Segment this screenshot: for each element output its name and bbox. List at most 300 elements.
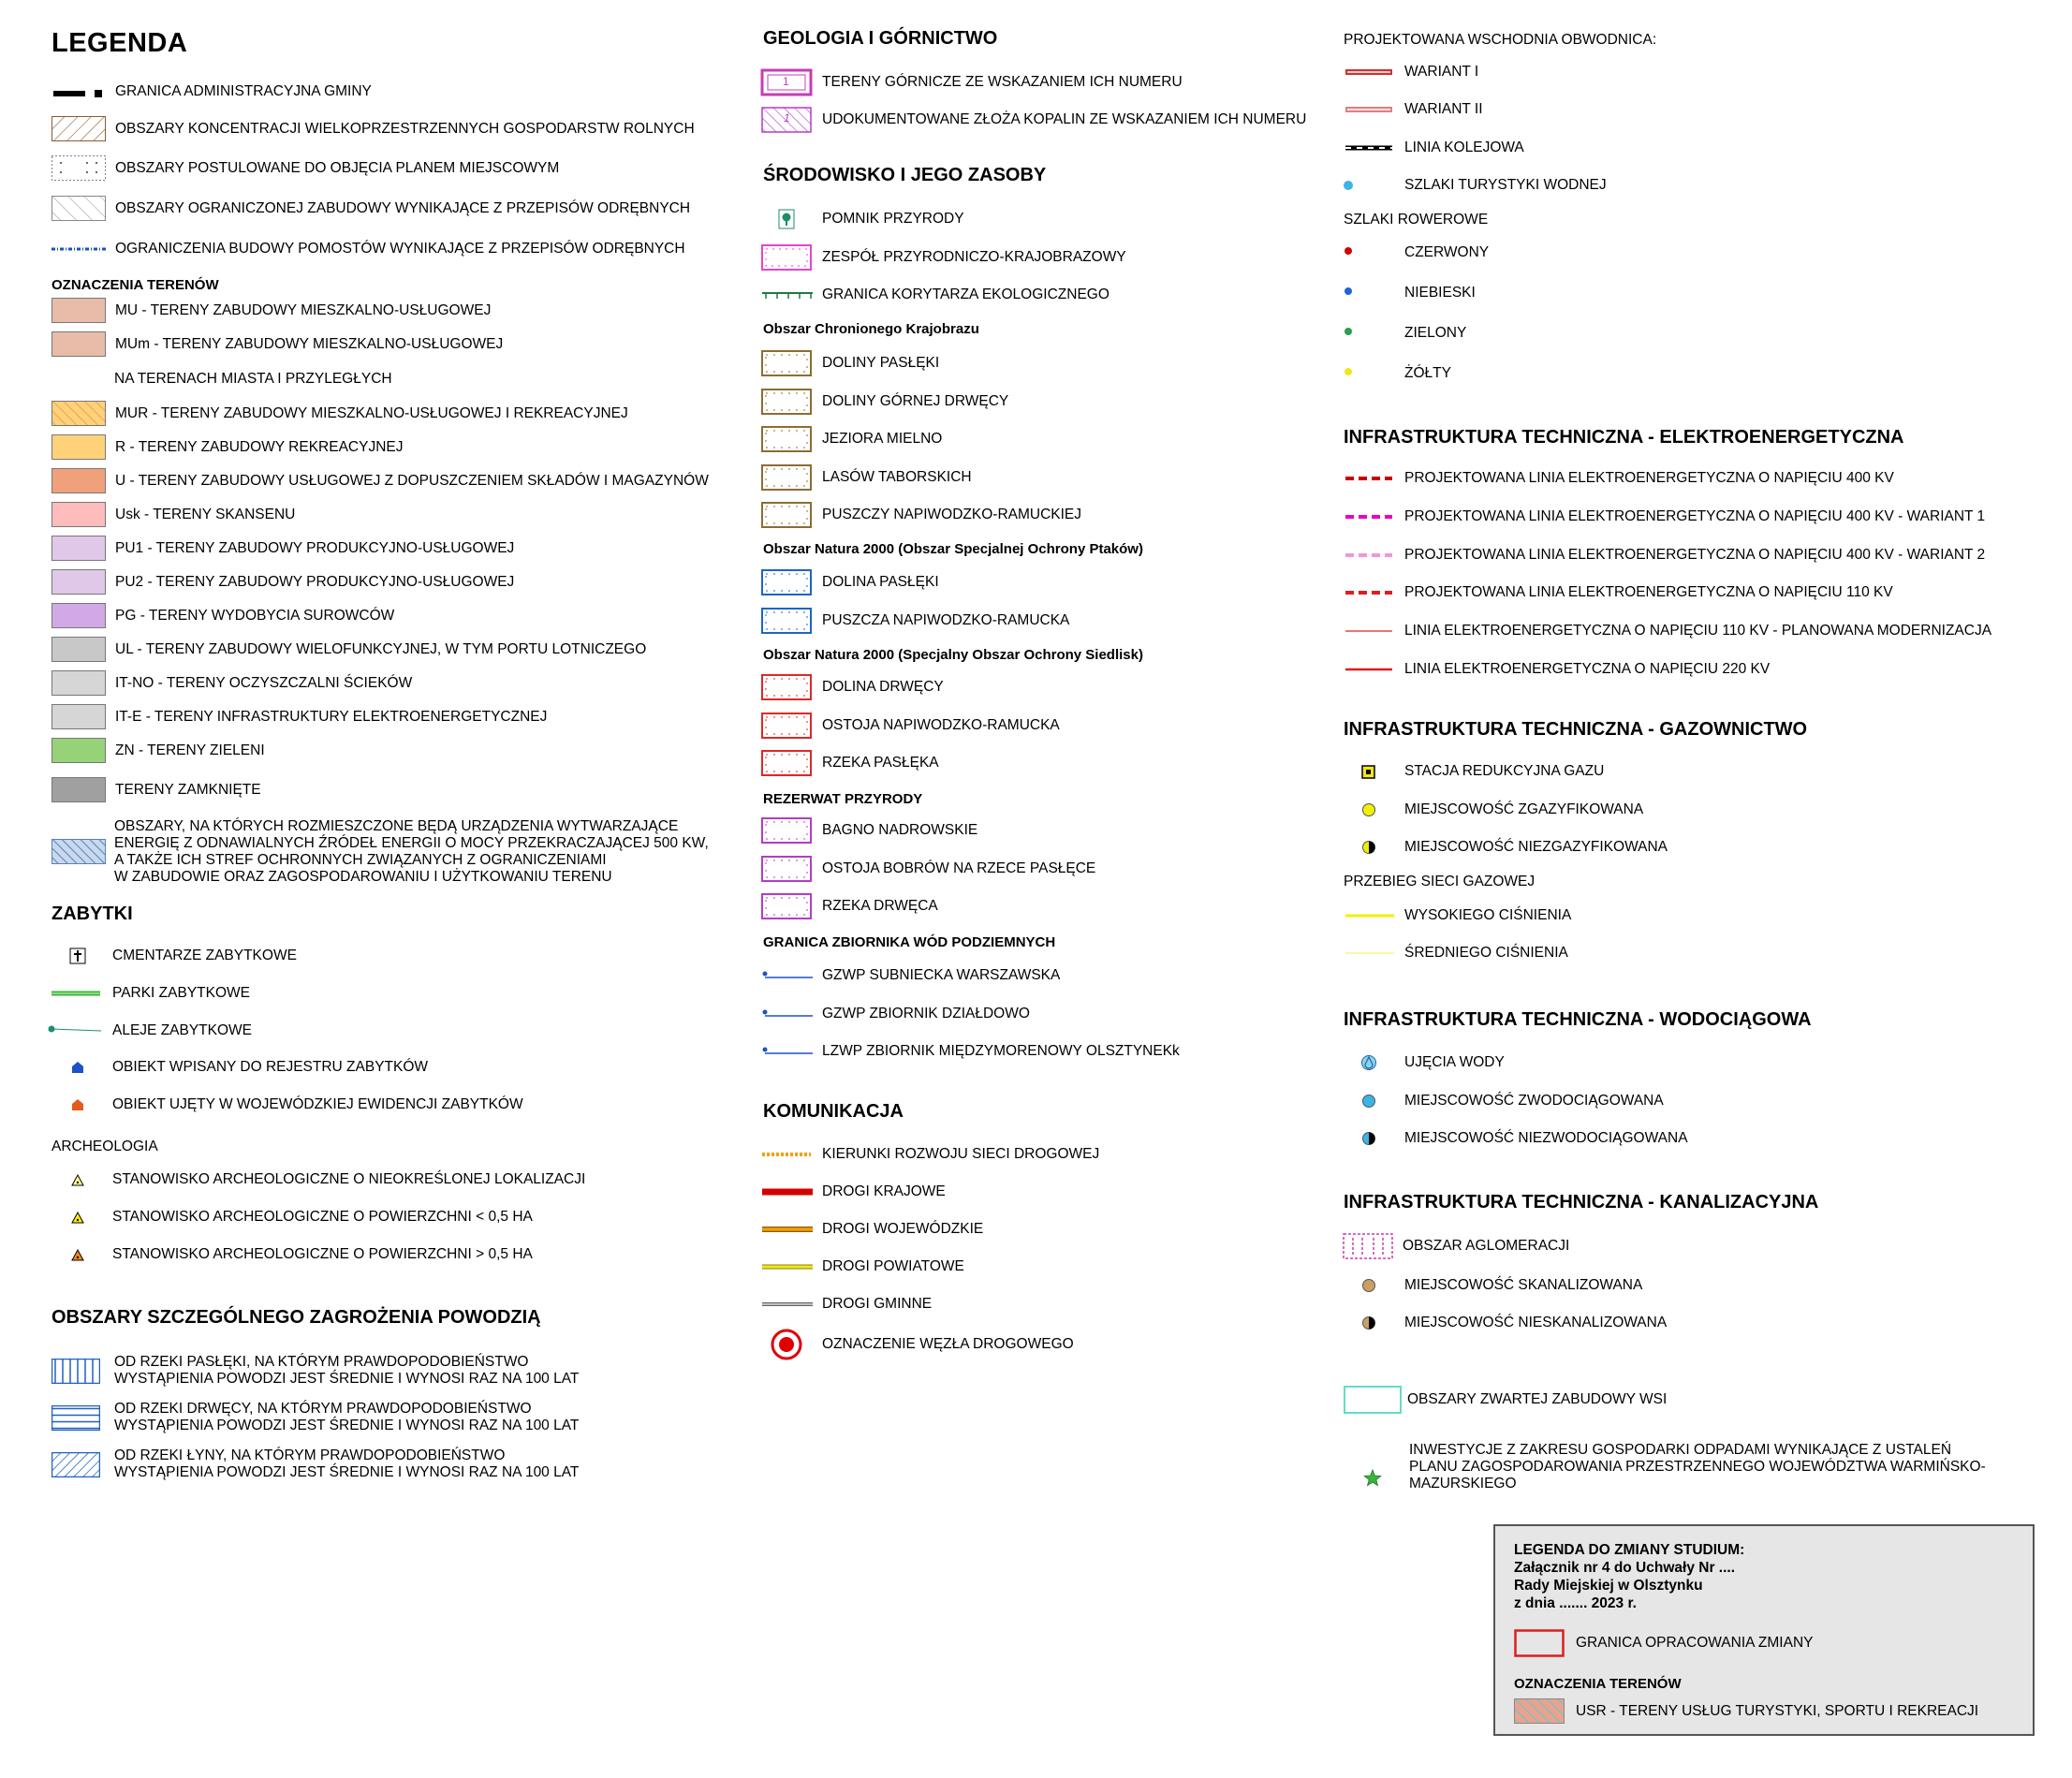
groundwater-item	[760, 1043, 1180, 1060]
legend-label: LZWP ZBIORNIK MIĘDZYMORENOWY OLSZTYNEKk	[822, 1043, 1180, 1059]
protected-area-item	[760, 425, 942, 453]
geologia-title: GEOLOGIA I GÓRNICTWO	[763, 28, 998, 49]
half-blue-circle-icon	[1344, 1131, 1394, 1146]
admin-boundary-line-icon	[51, 82, 106, 101]
land-use-item	[51, 603, 394, 628]
srodowisko-title: ŚRODOWISKO I JEGO ZASOBY	[763, 165, 1047, 185]
land-use-swatch-icon	[51, 738, 106, 763]
legend-label: PG - TERENY WYDOBYCIA SUROWCÓW	[115, 607, 395, 624]
waste-label	[1409, 1442, 1986, 1492]
protected-area-item	[760, 388, 1008, 416]
archeologia-title: ARCHEOLOGIA	[51, 1139, 158, 1154]
protected-area-item	[760, 463, 972, 492]
legend-item-admin-boundary	[51, 82, 372, 101]
legend-label: GZWP ZBIORNIK DZIAŁDOWO	[822, 1005, 1030, 1021]
railway-line-icon	[1344, 141, 1394, 154]
protected-area-item	[760, 816, 977, 845]
land-use-swatch-icon	[51, 434, 106, 460]
protected-area-item	[760, 568, 939, 596]
variant1-line-icon	[1344, 66, 1394, 79]
legend-label: OBSZARY POSTULOWANE DO OBJĘCIA PLANEM MIEJSCOWYM	[115, 159, 560, 176]
power-line-icon	[1344, 625, 1394, 638]
green-star-icon	[1344, 1468, 1403, 1487]
legend-item-pier-limit	[51, 241, 685, 257]
legend-label: LINIA ELEKTROENERGETYCZNA O NAPIĘCIU 110 KV - PLANOWANA MODERNIZACJA	[1404, 623, 1992, 639]
trail-dot-icon	[1344, 287, 1394, 300]
gaz-title: INFRASTRUKTURA TECHNICZNA - GAZOWNICTWO	[1344, 719, 1808, 740]
legend-item-variant-1	[1344, 64, 1478, 81]
legend-label: LASÓW TABORSKICH	[822, 468, 972, 485]
land-use-item	[51, 298, 491, 323]
legend-item-flood-drweca	[51, 1401, 579, 1434]
land-use-swatch-icon	[51, 603, 106, 628]
dotted-box-icon	[51, 155, 106, 181]
legend-item-sewered	[1344, 1277, 1642, 1294]
legend-item-water-trail	[1344, 177, 1607, 194]
oze-line: W ZABUDOWIE ORAZ ZAGOSPODAROWANIU I UŻYTKOWANIU TERENU	[114, 869, 612, 885]
dotted-border-box-icon	[760, 501, 813, 529]
brown-hatch-box-icon	[51, 116, 106, 141]
agglomeration-icon	[1342, 1232, 1394, 1260]
legend-label: ZN - TERENY ZIELENI	[115, 742, 265, 758]
dotted-border-box-icon	[760, 425, 813, 453]
triangle-orange-icon	[51, 1246, 103, 1263]
oznaczenia-title: OZNACZENIA TERENÓW	[51, 277, 219, 293]
elektro-title: INFRASTRUKTURA TECHNICZNA - ELEKTROENERGETYCZNA	[1344, 427, 1904, 448]
legend-label: OBSZARY ZWARTEJ ZABUDOWY WSI	[1407, 1391, 1668, 1407]
waste-line: INWESTYCJE Z ZAKRESU GOSPODARKI ODPADAMI WYNIKAJĄCE Z USTALEŃ	[1409, 1442, 1952, 1458]
land-use-swatch-icon	[51, 298, 106, 323]
land-use-swatch-icon	[51, 637, 106, 662]
tan-circle-icon	[1344, 1278, 1394, 1293]
legend-item-agglomeration	[1342, 1232, 1569, 1260]
gzwp-title: GRANICA ZBIORNIKA WÓD PODZIEMNYCH	[763, 934, 1056, 950]
legend-label: JEZIORA MIELNO	[822, 431, 943, 447]
flood-line: OD RZEKI DRWĘCY, NA KTÓRYM PRAWDOPODOBIEŃSTWO	[114, 1401, 532, 1417]
water-intake-icon	[1344, 1054, 1394, 1071]
water-trail-dot-icon	[1344, 179, 1394, 192]
legend-label: STANOWISKO ARCHEOLOGICZNE O NIEOKREŚLONEJ LOKALIZACJI	[112, 1171, 586, 1187]
legend-label: MIEJSCOWOŚĆ NIEZWODOCIĄGOWANA	[1404, 1130, 1688, 1146]
half-yellow-circle-icon	[1344, 840, 1394, 855]
legend-item-village-area	[1344, 1386, 1667, 1414]
deposit-icon	[760, 106, 813, 134]
legend-item-historic-alleys	[47, 1022, 252, 1039]
legend-label: UJĘCIA WODY	[1404, 1054, 1505, 1070]
orange-road-icon	[760, 1223, 813, 1236]
legend-label: USR - TERENY USŁUG TURYSTYKI, SPORTU I REKREACJI	[1576, 1702, 1979, 1719]
legend-label: PROJEKTOWANA LINIA ELEKTROENERGETYCZNA O NAPIĘCIU 400 KV - WARIANT 1	[1404, 507, 1986, 524]
power-line-item	[1344, 623, 1991, 639]
legend-item-registered-monument	[51, 1059, 428, 1076]
legend-item-regional-monument	[51, 1096, 523, 1113]
legend-item-restricted-building	[51, 196, 690, 221]
trail-dot-icon	[1344, 246, 1394, 259]
legend-label: OSTOJA NAPIWODZKO-RAMUCKA	[822, 716, 1060, 733]
legend-label: DROGI WOJEWÓDZKIE	[822, 1221, 984, 1237]
land-use-item	[51, 738, 265, 763]
legend-item-farm-concentration	[51, 116, 695, 141]
dotted-border-box-icon	[760, 892, 813, 920]
half-tan-circle-icon	[1344, 1315, 1394, 1330]
land-use-item	[51, 536, 514, 561]
change-legend-title: LEGENDA DO ZMIANY STUDIUM: Załącznik nr 4 do Uchwały Nr .... Rady Miejskiej w Olsztynku z dnia ....... 2023 r.	[1514, 1542, 1745, 1611]
legend-label: PROJEKTOWANA LINIA ELEKTROENERGETYCZNA O NAPIĘCIU 400 KV	[1404, 470, 1894, 486]
legend-item-road-development	[760, 1146, 1099, 1163]
blue-dash-line-icon	[51, 243, 106, 255]
ochk-title: Obszar Chronionego Krajobrazu	[763, 321, 979, 337]
protected-area-item	[760, 749, 939, 777]
red-outline-box-icon	[1514, 1629, 1565, 1657]
high-pressure-line-icon	[1344, 909, 1394, 922]
land-use-item	[51, 434, 403, 460]
legend-label: ZESPÓŁ PRZYRODNICZO-KRAJOBRAZOWY	[822, 249, 1126, 265]
blue-dot-line-icon	[760, 1007, 813, 1021]
legend-item-arch-large	[51, 1246, 533, 1263]
change-legend-box	[1493, 1524, 2035, 1736]
legend-label: DOLINA DRWĘCY	[822, 679, 944, 695]
blue-hatch-box-icon	[51, 839, 106, 864]
legend-item-deposits	[760, 106, 1306, 134]
flood-label	[114, 1401, 579, 1434]
trail-dot-icon	[1344, 327, 1394, 340]
land-use-swatch-icon	[51, 331, 106, 357]
land-use-item	[51, 331, 503, 357]
orange-dash-line-icon	[760, 1148, 813, 1161]
land-use-item	[51, 777, 261, 802]
triangle-light-icon	[51, 1171, 103, 1188]
blue-dot-line-icon	[760, 969, 813, 982]
vertical-hatch-icon	[51, 1359, 100, 1384]
land-use-swatch-icon	[51, 502, 106, 527]
legend-label: TERENY ZAMKNIĘTE	[115, 781, 261, 798]
zabytki-title: ZABYTKI	[51, 904, 133, 924]
legend-label: STACJA REDUKCYJNA GAZU	[1404, 763, 1605, 779]
legend-label: OGRANICZENIA BUDOWY POMOSTÓW WYNIKAJĄCE Z PRZEPISÓW ODRĘBNYCH	[115, 241, 685, 257]
deposit-number: 1	[784, 111, 790, 125]
legend-label: MUm - TERENY ZABUDOWY MIESZKALNO-USŁUGOWEJ	[115, 335, 504, 352]
land-use-swatch-icon	[51, 777, 106, 802]
green-line-icon	[51, 986, 103, 1001]
dotted-border-box-icon	[760, 388, 813, 416]
yellow-road-icon	[760, 1260, 813, 1273]
legend-label: DROGI KRAJOWE	[822, 1183, 946, 1199]
legend-item-road-junction	[760, 1328, 1074, 1361]
tree-icon	[760, 208, 813, 230]
legend-label: PARKI ZABYTKOWE	[112, 985, 250, 1001]
protected-area-item	[760, 607, 1069, 635]
legend-label: DOLINA PASŁĘKI	[822, 574, 939, 590]
legend-item-district-roads	[760, 1258, 964, 1275]
legend-label: STANOWISKO ARCHEOLOGICZNE O POWIERZCHNI < 0,5 HA	[112, 1209, 533, 1225]
land-use-swatch-icon	[51, 670, 106, 696]
dotted-border-box-icon	[760, 463, 813, 492]
grey-road-icon	[760, 1298, 813, 1311]
power-line-item	[1344, 508, 1985, 525]
legend-item-nature-landscape	[760, 243, 1126, 272]
legend-item-nature-monument	[760, 208, 964, 230]
legend-item-national-roads	[760, 1183, 946, 1200]
legend-label: PUSZCZY NAPIWODZKO-RAMUCKIEJ	[822, 507, 1082, 522]
legend-label: MUR - TERENY ZABUDOWY MIESZKALNO-USŁUGOWEJ I REKREACYJNEJ	[115, 404, 628, 421]
teal-dot-line-icon	[47, 1023, 103, 1038]
dotted-border-box-icon	[760, 607, 813, 635]
medium-pressure-line-icon	[1344, 947, 1394, 960]
legend-label: ŻÓŁTY	[1404, 365, 1451, 381]
legend-label: UDOKUMENTOWANE ZŁOŻA KOPALIN ZE WSKAZANIEM ICH NUMERU	[822, 111, 1307, 127]
bike-trail-item	[1344, 365, 1451, 382]
blue-house-icon	[51, 1059, 103, 1076]
legend-label: ALEJE ZABYTKOWE	[112, 1022, 253, 1038]
land-use-item	[51, 502, 295, 527]
horizontal-hatch-icon	[51, 1405, 100, 1431]
land-use-item	[51, 569, 514, 595]
legend-label: CMENTARZE ZABYTKOWE	[112, 948, 297, 963]
legend-item-water-supplied	[1344, 1093, 1664, 1109]
protected-area-item	[760, 712, 1060, 740]
land-use-item	[51, 704, 547, 729]
bike-trail-item	[1344, 325, 1466, 342]
legend-item-voivodeship-roads	[760, 1221, 983, 1238]
power-line-icon	[1344, 549, 1394, 562]
flood-line: WYSTĄPIENIA POWODZI JEST ŚREDNIE I WYNOSI RAZ NA 100 LAT	[114, 1464, 580, 1480]
legend-item-mining-areas	[760, 68, 1183, 96]
legend-item-change-boundary	[1514, 1629, 1814, 1657]
legend-label: NIEBIESKI	[1404, 285, 1476, 301]
power-line-item	[1344, 661, 1770, 678]
legend-label: DROGI POWIATOWE	[822, 1258, 964, 1274]
legend-label: U - TERENY ZABUDOWY USŁUGOWEJ Z DOPUSZCZENIEM SKŁADÓW I MAGAZYNÓW	[115, 472, 709, 489]
legend-item-municipal-roads	[760, 1296, 932, 1313]
flood-label	[114, 1447, 579, 1481]
land-use-swatch-icon	[51, 704, 106, 729]
land-use-item	[51, 468, 709, 493]
legend-item-historic-parks	[51, 985, 250, 1002]
legend-item-high-pressure	[1344, 907, 1571, 924]
protected-area-item	[760, 855, 1095, 883]
natura-ptakow-title: Obszar Natura 2000 (Obszar Specjalnej Ochrony Ptaków)	[763, 541, 1143, 557]
land-use-item	[51, 670, 412, 696]
flood-label	[114, 1354, 579, 1388]
mining-area-icon	[760, 68, 813, 96]
legend-label: OSTOJA BOBRÓW NA RZECE PASŁĘCE	[822, 860, 1096, 876]
legend-label: PROJEKTOWANA LINIA ELEKTROENERGETYCZNA O NAPIĘCIU 400 KV - WARIANT 2	[1404, 546, 1986, 563]
power-line-item	[1344, 584, 1893, 601]
legend-item-eco-corridor	[760, 287, 1109, 303]
legend-label: OBSZARY KONCENTRACJI WIELKOPRZESTRZENNYCH GOSPODARSTW ROLNYCH	[115, 120, 695, 137]
legend-label: GZWP SUBNIECKA WARSZAWSKA	[822, 967, 1061, 983]
orange-house-icon	[51, 1096, 103, 1113]
legend-label: MIEJSCOWOŚĆ ZWODOCIĄGOWANA	[1404, 1093, 1664, 1109]
bike-trail-item	[1344, 285, 1476, 301]
legend-label: OBIEKT UJĘTY W WOJEWÓDZKIEJ EWIDENCJI ZABYTKÓW	[112, 1096, 523, 1112]
legend-label: ŚREDNIEGO CIŚNIENIA	[1404, 945, 1568, 961]
legend-label: WYSOKIEGO CIŚNIENIA	[1404, 907, 1572, 923]
protected-area-item	[760, 673, 944, 701]
teal-outline-box-icon	[1344, 1386, 1402, 1414]
oze-line: A TAKŻE ICH STREF OCHRONNYCH ZWIĄZANYCH Z OGRANICZENIAMI	[114, 852, 607, 868]
stamp-oznaczenia-title: OZNACZENIA TERENÓW	[1514, 1676, 1682, 1692]
legend-item-not-sewered	[1344, 1315, 1667, 1331]
legend-label: LINIA KOLEJOWA	[1404, 140, 1524, 155]
legend-item-medium-pressure	[1344, 945, 1568, 962]
legend-label: UL - TERENY ZABUDOWY WIELOFUNKCYJNEJ, W TYM PORTU LOTNICZEGO	[115, 640, 647, 657]
legend-item-railway	[1344, 140, 1524, 156]
flood-line: OD RZEKI PASŁĘKI, NA KTÓRYM PRAWDOPODOBIEŃSTWO	[114, 1354, 529, 1370]
oze-line: OBSZARY, NA KTÓRYCH ROZMIESZCZONE BĘDĄ URZĄDZENIA WYTWARZAJĄCE	[114, 818, 679, 834]
legend-label: LINIA ELEKTROENERGETYCZNA O NAPIĘCIU 220 KV	[1404, 661, 1771, 677]
legend-item-postulated-plan	[51, 155, 559, 181]
land-use-swatch-icon	[51, 569, 106, 595]
legend-label: GRANICA KORYTARZA EKOLOGICZNEGO	[822, 287, 1109, 302]
legend-label: MIEJSCOWOŚĆ ZGAZYFIKOWANA	[1404, 801, 1644, 817]
yellow-circle-icon	[1344, 802, 1394, 817]
triangle-yellow-icon	[51, 1209, 103, 1226]
powodz-title: OBSZARY SZCZEGÓLNEGO ZAGROŻENIA POWODZIĄ	[51, 1307, 541, 1328]
rezerwat-title: REZERWAT PRZYRODY	[763, 791, 923, 807]
trail-dot-icon	[1344, 367, 1394, 380]
legend-label: GRANICA OPRACOWANIA ZMIANY	[1576, 1635, 1814, 1651]
flood-line: WYSTĄPIENIA POWODZI JEST ŚREDNIE I WYNOSI RAZ NA 100 LAT	[114, 1371, 580, 1387]
legend-item-waste-investments	[1344, 1442, 1986, 1492]
land-use-item	[51, 401, 628, 426]
oze-line: ENERGIĘ Z ODNAWIALNYCH ŹRÓDEŁ ENERGII O MOCY PRZEKRACZAJĄCEJ 500 KW,	[114, 835, 709, 851]
power-line-item	[1344, 470, 1894, 487]
legend-item-arch-unknown	[51, 1171, 585, 1188]
legend-label: IT-E - TERENY INFRASTRUKTURY ELEKTROENERGETYCZNEJ	[115, 708, 548, 725]
legend-label: IT-NO - TERENY OCZYSZCZALNI ŚCIEKÓW	[115, 674, 413, 691]
woda-title: INFRASTRUKTURA TECHNICZNA - WODOCIĄGOWA	[1344, 1009, 1812, 1030]
mining-number: 1	[783, 75, 789, 88]
legend-label: MIEJSCOWOŚĆ NIESKANALIZOWANA	[1404, 1315, 1668, 1330]
legend-item-flood-pasleka	[51, 1354, 579, 1388]
legend-item-not-gasified	[1344, 839, 1668, 856]
legend-label: RZEKA DRWĘCA	[822, 898, 938, 914]
dotted-border-box-icon	[760, 749, 813, 777]
power-line-item	[1344, 547, 1985, 564]
natura-siedlisk-title: Obszar Natura 2000 (Specjalny Obszar Ochrony Siedlisk)	[763, 647, 1143, 663]
kanal-title: INFRASTRUKTURA TECHNICZNA - KANALIZACYJNA	[1344, 1192, 1819, 1212]
legend-item-gasified	[1344, 801, 1643, 818]
land-use-swatch-icon	[51, 468, 106, 493]
legend-item-not-water-supplied	[1344, 1130, 1688, 1147]
legend-item-flood-lyna	[51, 1447, 579, 1481]
legend-label: DROGI GMINNE	[822, 1296, 933, 1312]
blue-dot-line-icon	[760, 1045, 813, 1058]
legend-label: PUSZCZA NAPIWODZKO-RAMUCKA	[822, 611, 1070, 628]
waste-line: MAZURSKIEGO	[1409, 1476, 1517, 1491]
legend-item-oze	[51, 839, 106, 864]
green-tick-line-icon	[760, 288, 813, 301]
legend-label: BAGNO NADROWSKIE	[822, 822, 978, 838]
land-use-item	[51, 637, 646, 662]
legend-label: WARIANT I	[1404, 64, 1479, 80]
diagonal-hatch-icon	[51, 1452, 100, 1477]
legend-label: POMNIK PRZYRODY	[822, 211, 964, 227]
dotted-border-box-icon	[760, 349, 813, 377]
oze-description	[114, 818, 709, 886]
dotted-border-box-icon	[760, 568, 813, 596]
waste-line: PLANU ZAGOSPODAROWANIA PRZESTRZENNEGO WOJEWÓDZTWA WARMIŃSKO-	[1409, 1459, 1986, 1475]
protected-area-item	[760, 892, 938, 920]
groundwater-item	[760, 1006, 1030, 1022]
legend-label: Usk - TERENY SKANSENU	[115, 506, 296, 522]
legend-label: DOLINY PASŁĘKI	[822, 355, 940, 371]
legend-item-usr	[1514, 1698, 1978, 1724]
legend-label: TERENY GÓRNICZE ZE WSKAZANIEM ICH NUMERU	[822, 74, 1183, 90]
legend-label: OBSZARY OGRANICZONEJ ZABUDOWY WYNIKAJĄCE Z PRZEPISÓW ODRĘBNYCH	[115, 199, 691, 216]
legend-label: SZLAKI TURYSTYKI WODNEJ	[1404, 177, 1607, 193]
usr-hatch-box-icon	[1514, 1698, 1565, 1724]
dotted-border-box-icon	[760, 673, 813, 701]
komunikacja-title: KOMUNIKACJA	[763, 1101, 904, 1122]
gas-station-icon	[1344, 764, 1394, 779]
legend-label: OBIEKT WPISANY DO REJESTRU ZABYTKÓW	[112, 1059, 429, 1075]
legend-label: STANOWISKO ARCHEOLOGICZNE O POWIERZCHNI > 0,5 HA	[112, 1246, 533, 1262]
legend-label: MU - TERENY ZABUDOWY MIESZKALNO-USŁUGOWEJ	[115, 301, 492, 318]
legend-label: OBSZAR AGLOMERACJI	[1403, 1238, 1570, 1254]
rowerowe-title: SZLAKI ROWEROWE	[1344, 212, 1489, 228]
power-line-icon	[1344, 663, 1394, 676]
legend-label: PU2 - TERENY ZABUDOWY PRODUKCYJNO-USŁUGOWEJ	[115, 573, 515, 590]
flood-line: OD RZEKI ŁYNY, NA KTÓRYM PRAWDOPODOBIEŃSTWO	[114, 1447, 506, 1463]
legend-label: DOLINY GÓRNEJ DRWĘCY	[822, 392, 1009, 409]
legend-label: PROJEKTOWANA LINIA ELEKTROENERGETYCZNA O NAPIĘCIU 110 KV	[1404, 584, 1893, 601]
land-use-swatch-icon	[51, 401, 106, 426]
legend-label: PU1 - TERENY ZABUDOWY PRODUKCYJNO-USŁUGOWEJ	[115, 539, 515, 556]
legend-label: WARIANT II	[1404, 101, 1483, 117]
red-road-icon	[760, 1185, 813, 1198]
mum-continuation-label: NA TERENACH MIASTA I PRZYLEGŁYCH	[114, 371, 392, 387]
legend-label: RZEKA PASŁĘKA	[822, 755, 939, 771]
dotted-border-box-icon	[760, 816, 813, 845]
legend-label: ZIELONY	[1404, 325, 1467, 341]
legend-label: MIEJSCOWOŚĆ SKANALIZOWANA	[1404, 1277, 1643, 1293]
land-use-swatch-icon	[51, 536, 106, 561]
junction-icon	[760, 1328, 813, 1361]
protected-area-item	[760, 501, 1081, 529]
przebieg-title: PRZEBIEG SIECI GAZOWEJ	[1344, 874, 1536, 889]
legend-item-water-intake	[1344, 1054, 1505, 1071]
dotted-border-box-icon	[760, 712, 813, 740]
protected-area-item	[760, 349, 939, 377]
grey-hatch-box-icon	[51, 196, 106, 221]
legend-item-cemetery	[51, 947, 297, 965]
legend-item-gas-station	[1344, 763, 1604, 780]
power-line-icon	[1344, 510, 1394, 523]
legend-label: OZNACZENIE WĘZŁA DROGOWEGO	[822, 1336, 1074, 1352]
flood-line: WYSTĄPIENIA POWODZI JEST ŚREDNIE I WYNOSI RAZ NA 100 LAT	[114, 1418, 580, 1433]
legend-label: CZERWONY	[1404, 244, 1490, 260]
legend-item-arch-small	[51, 1209, 533, 1226]
obwodnica-title: PROJEKTOWANA WSCHODNIA OBWODNICA:	[1344, 32, 1657, 48]
legend-label: MIEJSCOWOŚĆ NIEZGAZYFIKOWANA	[1404, 839, 1668, 855]
legend-label: GRANICA ADMINISTRACYJNA GMINY	[115, 83, 372, 99]
cross-icon	[51, 947, 103, 965]
groundwater-item	[760, 967, 1060, 984]
legend-title: LEGENDA	[51, 28, 188, 58]
variant2-line-icon	[1344, 103, 1394, 116]
legend-item-variant-2	[1344, 101, 1483, 118]
magenta-dotted-box-icon	[760, 243, 813, 272]
legend-label: KIERUNKI ROZWOJU SIECI DROGOWEJ	[822, 1146, 1100, 1162]
bike-trail-item	[1344, 244, 1489, 261]
blue-circle-icon	[1344, 1094, 1394, 1109]
power-line-icon	[1344, 586, 1394, 599]
power-line-icon	[1344, 472, 1394, 485]
legend-label: R - TERENY ZABUDOWY REKREACYJNEJ	[115, 438, 404, 455]
dotted-border-box-icon	[760, 855, 813, 883]
